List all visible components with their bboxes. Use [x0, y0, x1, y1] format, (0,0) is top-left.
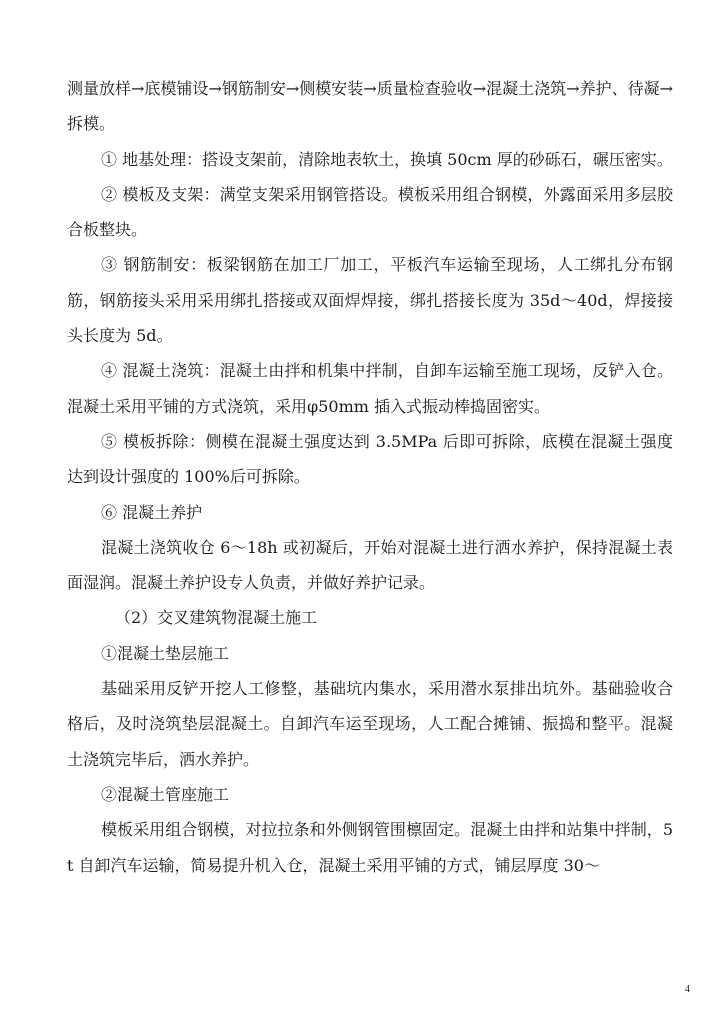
- formwork-support-paragraph: ② 模板及支架：满堂支架采用钢管搭设。模板采用组合钢模，外露面采用多层胶合板整块。: [67, 184, 673, 240]
- pipe-seat-heading: ②混凝土管座施工: [101, 784, 230, 804]
- process-sequence-paragraph: 测量放样→底模铺设→钢筋制安→侧模安装→质量检查验收→混凝土浇筑→养护、待凝→拆模。: [67, 79, 673, 134]
- section-heading: （2）交叉建筑物混凝土施工: [115, 608, 318, 628]
- cushion-layer-heading: ①混凝土垫层施工: [101, 643, 230, 663]
- cushion-layer-paragraph: 基础采用反铲开挖人工修整，基础坑内集水，采用潜水泵排出坑外。基础验收合格后，及时浇筑垫层混凝土。自卸汽车运至现场，人工配合摊铺、振捣和整平。混凝土浇筑完毕后，洒水养护。: [67, 679, 673, 769]
- rebar-installation-paragraph: ③ 钢筋制安：板梁钢筋在加工厂加工，平板汽车运输至现场，人工绑扎分布钢筋，钢筋接头采用采用绑扎搭接或双面焊焊接，绑扎搭接长度为 35d～40d，焊接接头长度为 5d。: [67, 255, 673, 346]
- foundation-treatment-paragraph: ① 地基处理：搭设支架前，清除地表软土，换填 50cm 厚的砂砾石，碾压密实。: [101, 149, 673, 169]
- concrete-pouring-paragraph: ④ 混凝土浇筑：混凝土由拌和机集中拌制，自卸车运输至施工现场，反铲入仓。混凝土采用平铺的方式浇筑，采用φ50mm 插入式振动棒捣固密实。: [67, 361, 673, 416]
- pipe-seat-paragraph: 模板采用组合钢模，对拉拉条和外侧钢管围檩固定。混凝土由拌和站集中拌制，5t 自卸汽车运输，简易提升机入仓，混凝土采用平铺的方式，铺层厚度 30～: [67, 820, 673, 875]
- formwork-removal-paragraph: ⑤ 模板拆除：侧模在混凝土强度达到 3.5MPa 后即可拆除，底模在混凝土强度达到设计强度的 100%后可拆除。: [67, 431, 673, 487]
- concrete-curing-paragraph: 混凝土浇筑收仓 6～18h 或初凝后，开始对混凝土进行洒水养护，保持混凝土表面湿润。混凝土养护设专人负责，并做好养护记录。: [67, 537, 673, 593]
- document-body: [67, 71, 673, 883]
- concrete-curing-heading: ⑥ 混凝土养护: [101, 502, 203, 522]
- page-number: 4: [685, 984, 690, 995]
